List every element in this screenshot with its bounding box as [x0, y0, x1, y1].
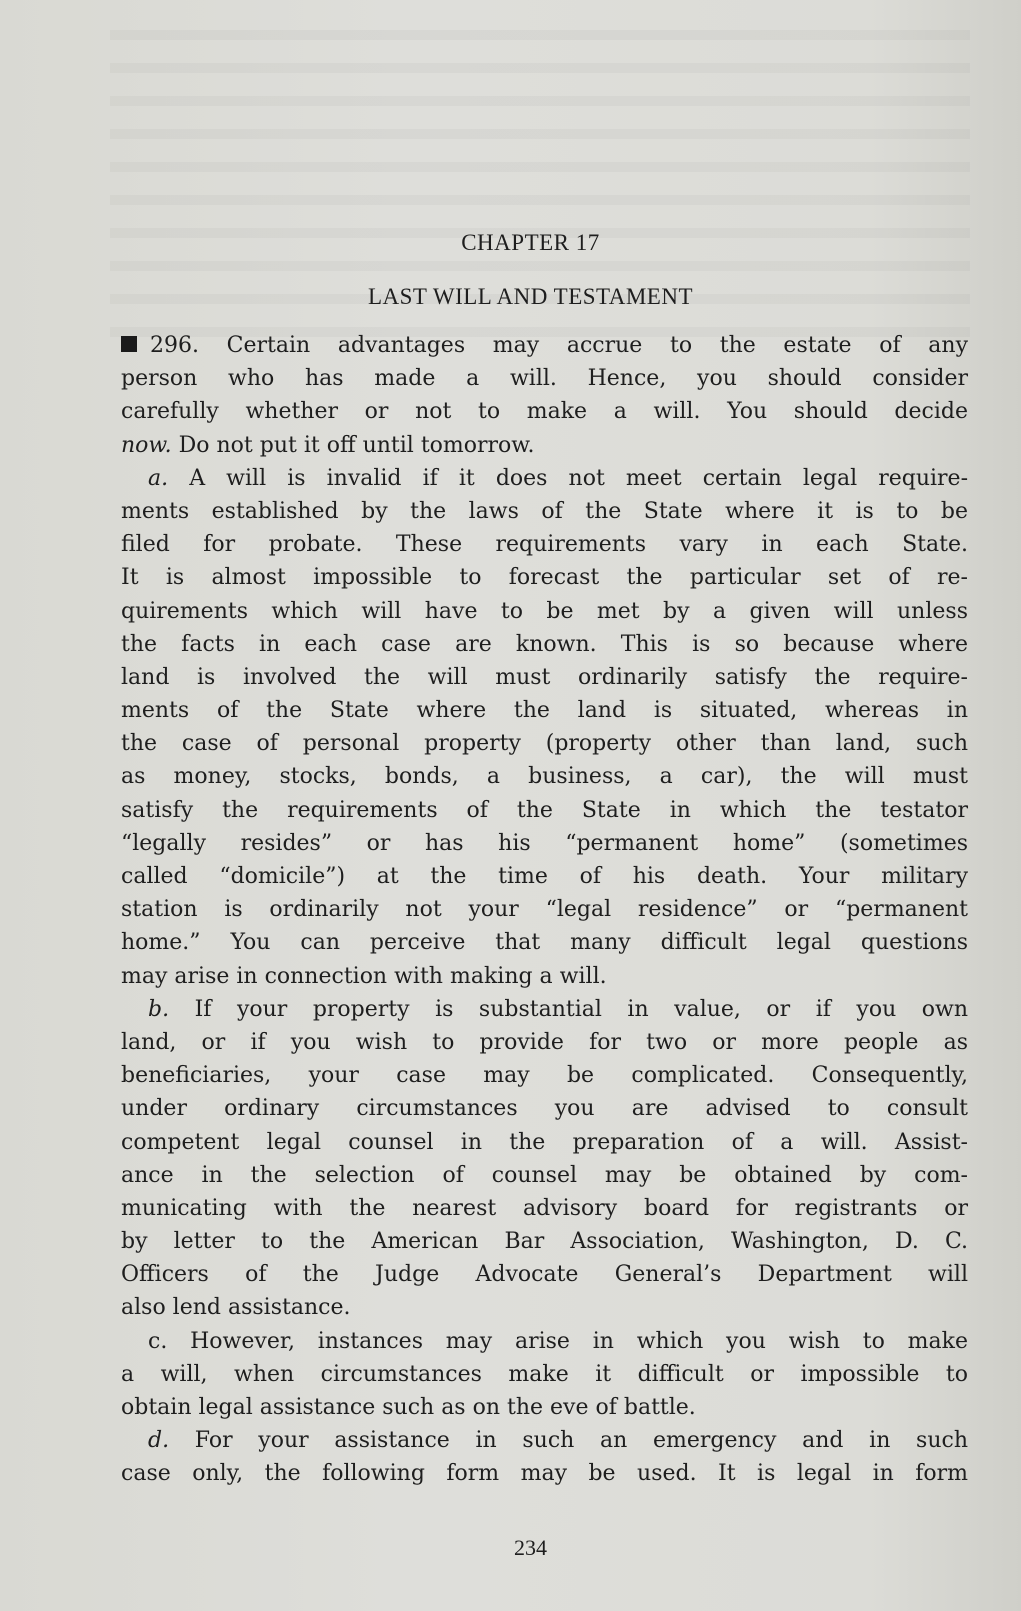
text-line: a will, when circumstances make it difficult or impossible to [121, 1361, 968, 1387]
text-line: satisfy the requirements of the State in which the testator [121, 797, 968, 823]
text-line: It is almost impossible to forecast the particular set of re- [121, 565, 968, 591]
text-line: may arise in connection with making a will. [121, 963, 607, 989]
text-line: quirements which will have to be met by a given will unless [121, 598, 968, 624]
text-line: called “domicile”) at the time of his death. Your military [121, 864, 968, 889]
paragraph-letter: d. [148, 1428, 170, 1454]
text-line: person who has made a will. Hence, you should consider [121, 366, 968, 392]
emphasis-word: now. [121, 432, 172, 458]
text-line: station is ordinarily not your “legal residence” or “permanent [121, 897, 968, 923]
text-line: as money, stocks, bonds, a business, a car), the will must [121, 764, 968, 790]
body-text [121, 329, 968, 1491]
text-line: b. If your property is substantial in value, or if you own [148, 996, 969, 1022]
text-line: now. Do not put it off until tomorrow. [121, 432, 535, 458]
text-line: the case of personal property (property other than land, such [121, 731, 968, 757]
page-number: 234 [514, 1535, 547, 1560]
text-line: 296. Certain advantages may accrue to the estate of any [121, 329, 968, 362]
text-line: d. For your assistance in such an emergency and in such [148, 1428, 968, 1454]
text-line: ance in the selection of counsel may be obtained by com- [121, 1162, 968, 1188]
text-line: Officers of the Judge Advocate General’s Department will [121, 1262, 968, 1288]
text-line: carefully whether or not to make a will. You should decide [121, 399, 968, 425]
text-line: land, or if you wish to provide for two or more people as [121, 1029, 968, 1055]
chapter-title: LAST WILL AND TESTAMENT [367, 284, 694, 309]
text-line: ments of the State where the land is situated, whereas in [121, 698, 968, 724]
text-line: competent legal counsel in the preparation of a will. Assist- [121, 1129, 968, 1155]
text-line: beneficiaries, your case may be complicated. Consequently, [121, 1063, 968, 1089]
text-line: c. However, instances may arise in which you wish to make [148, 1328, 968, 1354]
section-marker-icon [121, 336, 137, 352]
text-line: ments established by the laws of the State where it is to be [121, 498, 968, 524]
text-line: home.” You can perceive that many difficult legal questions [121, 930, 968, 956]
paragraph-letter: a. [148, 465, 169, 491]
text-line: municating with the nearest advisory board for registrants or [121, 1195, 968, 1221]
text-line: under ordinary circumstances you are advised to consult [121, 1096, 968, 1122]
text-line: by letter to the American Bar Association, Washington, D. C. [121, 1229, 968, 1255]
text-line: a. A will is invalid if it does not meet certain legal require- [148, 465, 968, 491]
paragraph-letter: c. [148, 1328, 168, 1354]
text-line: case only, the following form may be used. It is legal in form [121, 1461, 968, 1487]
text-line: the facts in each case are known. This is so because where [121, 631, 968, 657]
paragraph-letter: b. [148, 996, 170, 1022]
text-line: “legally resides” or has his “permanent home” (sometimes [121, 830, 968, 856]
text-line: obtain legal assistance such as on the eve of battle. [121, 1395, 696, 1420]
text-line: land is involved the will must ordinarily satisfy the require- [121, 664, 968, 690]
text-line: filed for probate. These requirements vary in each State. [121, 532, 968, 558]
chapter-number: CHAPTER 17 [461, 230, 600, 255]
text-line: also lend assistance. [121, 1295, 351, 1321]
